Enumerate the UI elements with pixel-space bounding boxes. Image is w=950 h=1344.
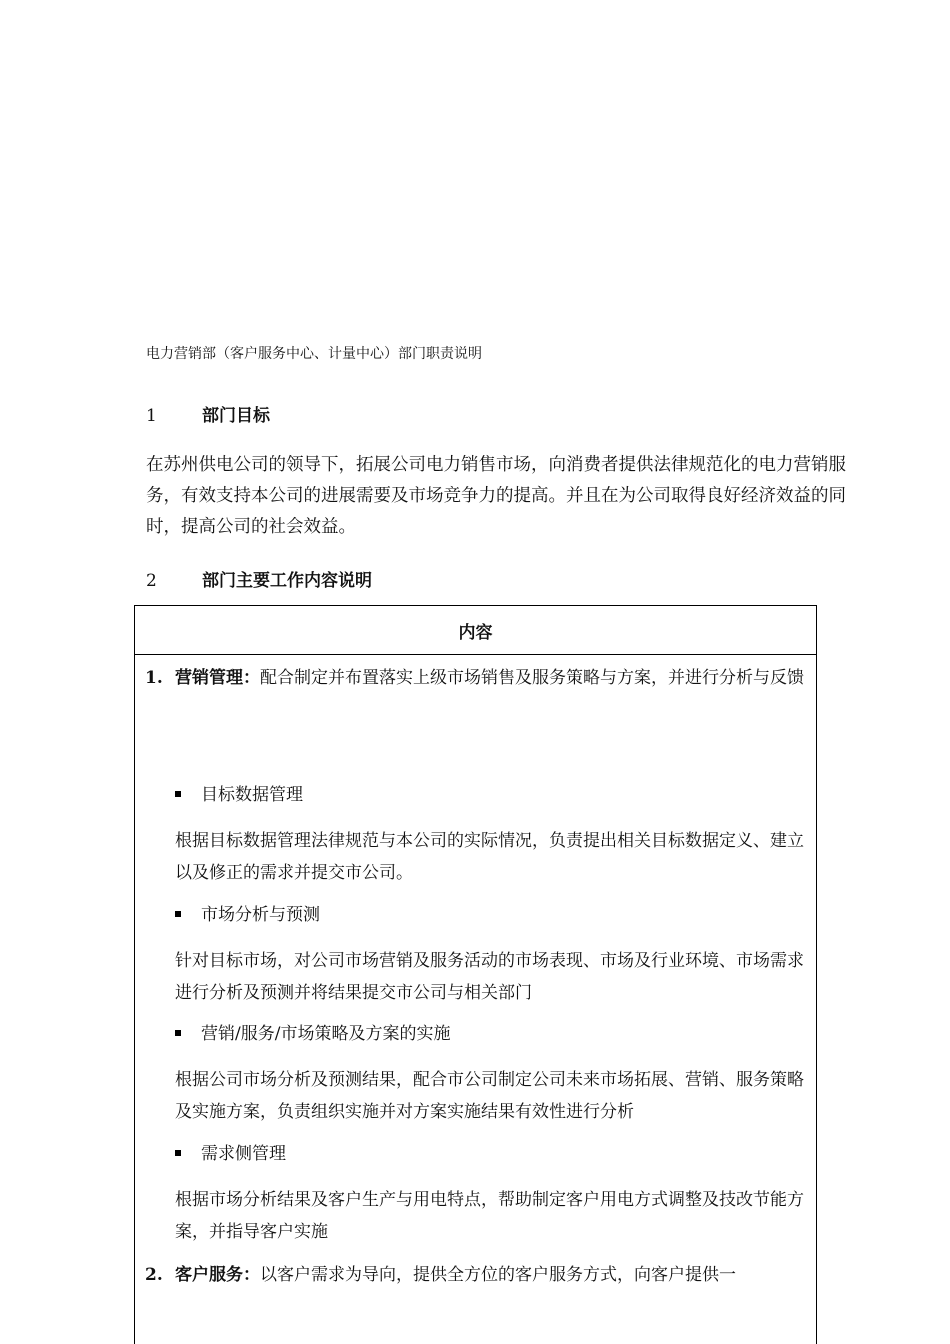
section-1-title: 部门目标: [202, 406, 270, 426]
subitem-3-title: [175, 1022, 450, 1046]
table-item-2: [145, 1260, 809, 1291]
section-2-heading: [146, 569, 372, 593]
table-item-1: [145, 663, 809, 694]
subitem-1-title: [175, 783, 303, 807]
content-table: [134, 605, 817, 1344]
item-2-text-block: [175, 1260, 809, 1291]
square-bullet-icon: [175, 1150, 181, 1156]
item-1-number: 1.: [145, 668, 163, 688]
item-2-number: 2.: [145, 1265, 163, 1285]
subitem-2-title-text: 市场分析与预测: [201, 905, 320, 925]
subitem-2-title: [175, 903, 320, 927]
section-1-heading: [146, 404, 270, 428]
subitem-1-title-text: 目标数据管理: [201, 785, 303, 805]
item-1-text: 配合制定并布置落实上级市场销售及服务策略与方案，并进行分析与反馈: [260, 668, 804, 688]
square-bullet-icon: [175, 1030, 181, 1036]
item-1-text-block: [175, 663, 809, 694]
subitem-4-title: [175, 1142, 286, 1166]
subitem-3-title-text: 营销/服务/市场策略及方案的实施: [201, 1024, 451, 1044]
table-header: 内容: [135, 606, 816, 655]
subitem-1-desc: 根据目标数据管理法律规范与本公司的实际情况，负责提出相关目标数据定义、建立以及修正的需求并提交市公司。: [175, 831, 804, 883]
section-2-number: 2: [146, 571, 157, 591]
document-title: 电力营销部（客户服务中心、计量中心）部门职责说明: [146, 346, 482, 362]
square-bullet-icon: [175, 791, 181, 797]
subitem-4-desc: 根据市场分析结果及客户生产与用电特点，帮助制定客户用电方式调整及技改节能方案，并指导客户实施: [175, 1190, 804, 1242]
subitem-4-title-text: 需求侧管理: [201, 1144, 286, 1164]
section-1-number: 1: [146, 406, 157, 426]
section-1-paragraph: 在苏州供电公司的领导下，拓展公司电力销售市场，向消费者提供法律规范化的电力营销服务，有效支持本公司的进展需要及市场竞争力的提高。并且在为公司取得良好经济效益的同时，提高公司的社会效益。: [146, 455, 846, 537]
item-2-lead: 客户服务：: [175, 1265, 260, 1285]
subitem-2-desc: 针对目标市场，对公司市场营销及服务活动的市场表现、市场及行业环境、市场需求进行分析及预测并将结果提交市公司与相关部门: [175, 951, 804, 1003]
item-2-text: 以客户需求为导向，提供全方位的客户服务方式，向客户提供一: [260, 1265, 736, 1285]
section-2-title: 部门主要工作内容说明: [202, 571, 372, 591]
item-1-lead: 营销管理：: [175, 668, 260, 688]
square-bullet-icon: [175, 911, 181, 917]
subitem-3-desc: 根据公司市场分析及预测结果，配合市公司制定公司未来市场拓展、营销、服务策略及实施方案，负责组织实施并对方案实施结果有效性进行分析: [175, 1070, 804, 1122]
